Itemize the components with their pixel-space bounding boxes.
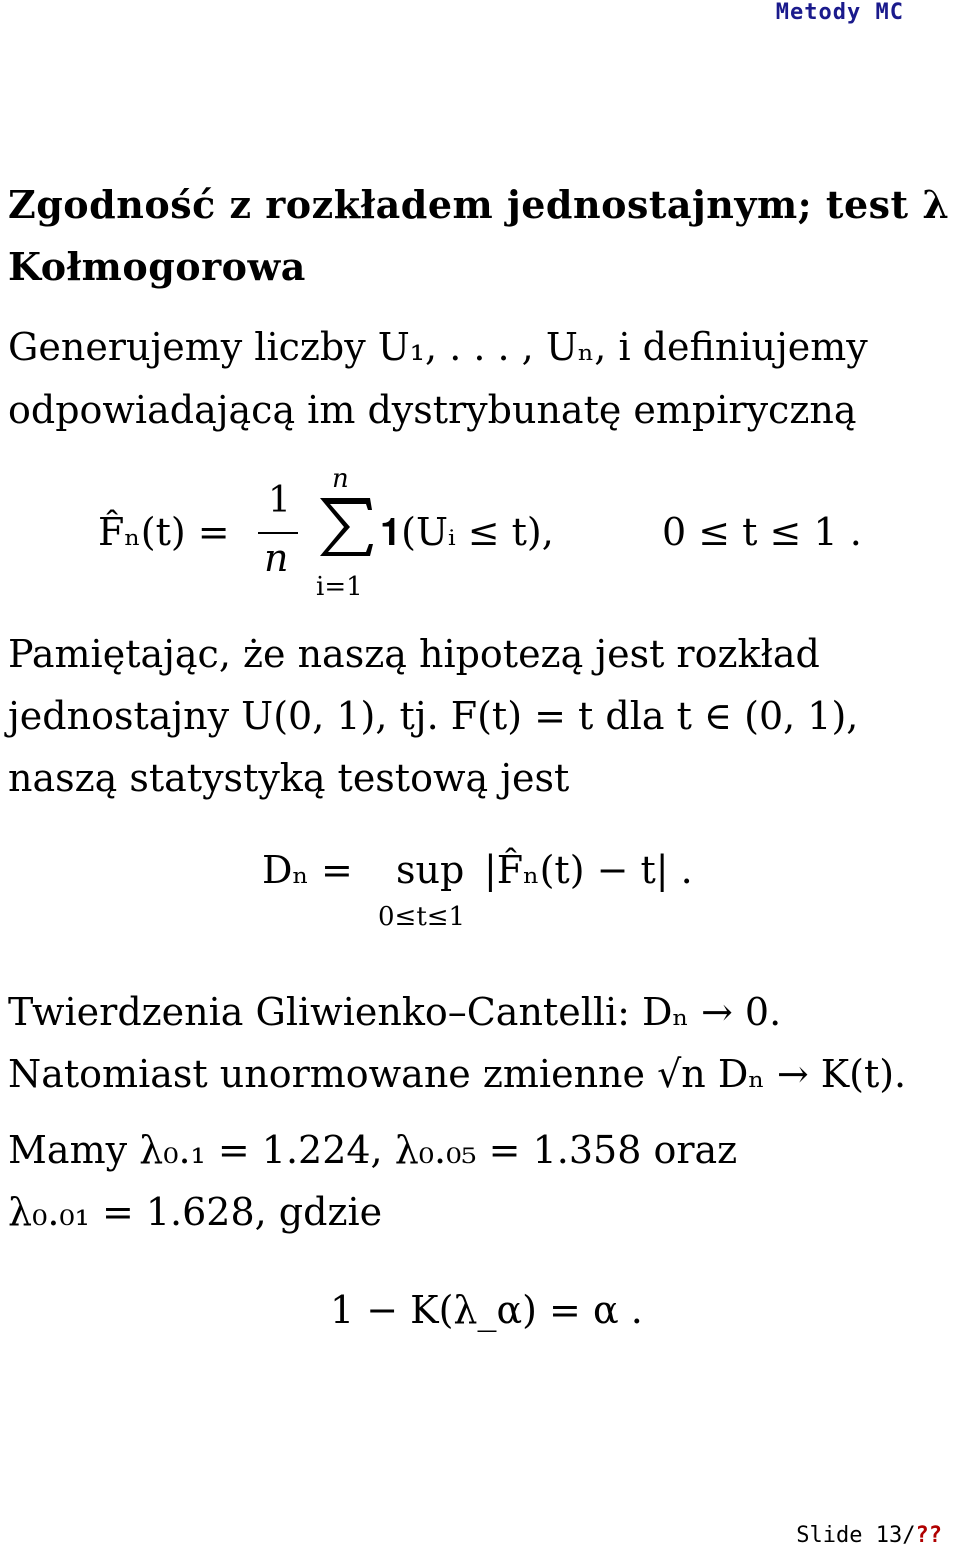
statistic-body: |F̂ₙ(t) − t| . xyxy=(484,848,693,892)
critical-values-line-1: Mamy λ₀.₁ = 1.224, λ₀.₀₅ = 1.358 oraz xyxy=(8,1128,738,1172)
ecdf-range: 0 ≤ t ≤ 1 . xyxy=(662,510,862,554)
sum-upper-limit: n xyxy=(332,464,349,494)
slide-counter-label: Slide 13/ xyxy=(796,1523,916,1548)
hypothesis-line-3: naszą statystyką testową jest xyxy=(8,756,570,800)
section-header: Metody MC xyxy=(775,0,904,25)
theorem-line-2: Natomiast unormowane zmienne √n Dₙ → K(t). xyxy=(8,1052,907,1096)
slide-counter-total: ?? xyxy=(915,1523,942,1548)
hypothesis-line-1: Pamiętając, że naszą hipotezą jest rozkład xyxy=(8,632,820,676)
statistic-lhs: Dₙ = xyxy=(262,848,353,892)
sum-lower-limit: i=1 xyxy=(316,572,363,602)
ecdf-fraction-numerator: 1 xyxy=(268,480,291,521)
slide-title-line-2: Kołmogorowa xyxy=(8,244,306,289)
critical-values-line-2: λ₀.₀₁ = 1.628, gdzie xyxy=(8,1190,383,1234)
theorem-line-1: Twierdzenia Gliwienko–Cantelli: Dₙ → 0. xyxy=(8,990,782,1034)
intro-line-1: Generujemy liczby U₁, . . . , Uₙ, i definiujemy xyxy=(8,325,868,369)
supremum-range: 0≤t≤1 xyxy=(378,902,466,932)
summation-icon xyxy=(316,496,374,558)
slide-counter xyxy=(796,1523,942,1548)
ecdf-fraction-bar xyxy=(258,532,298,534)
test-statistic-formula xyxy=(262,848,762,948)
hypothesis-line-2: jednostajny U(0, 1), tj. F(t) = t dla t ∈ (0, 1), xyxy=(8,694,859,738)
quantile-equation: 1 − K(λ_α) = α . xyxy=(330,1288,643,1332)
ecdf-lhs: F̂ₙ(t) = xyxy=(98,510,230,554)
intro-line-2: odpowiadającą im dystrybunatę empiryczną xyxy=(8,388,857,432)
ecdf-formula xyxy=(98,464,878,610)
ecdf-fraction-denominator: n xyxy=(264,536,289,580)
ecdf-body: 𝟏(Uᵢ ≤ t), xyxy=(380,510,554,554)
supremum-operator: sup xyxy=(396,848,465,892)
slide-title-line-1: Zgodność z rozkładem jednostajnym; test λ xyxy=(8,182,950,227)
